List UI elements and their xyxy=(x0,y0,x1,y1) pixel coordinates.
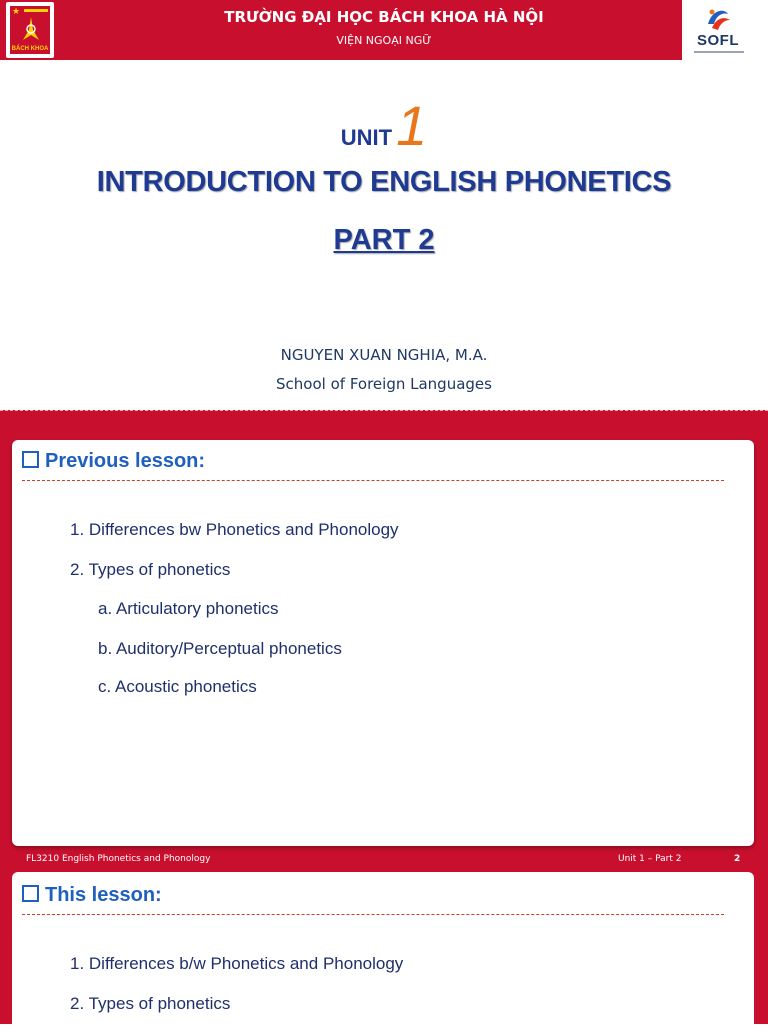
content-card xyxy=(12,440,754,846)
section-header xyxy=(22,450,205,480)
divider xyxy=(22,480,724,481)
checkbox-icon xyxy=(22,885,39,902)
unit-heading xyxy=(0,94,768,158)
header-bar xyxy=(0,0,768,60)
footer-course: FL3210 English Phonetics and Phonology xyxy=(26,854,211,864)
list-item: 1. Differences b/w Phonetics and Phonology xyxy=(70,954,404,973)
this-lesson-slide xyxy=(0,870,768,1024)
previous-lesson-slide xyxy=(0,410,768,870)
list-item: a. Articulatory phonetics xyxy=(98,599,279,618)
list-item: 2. Types of phonetics xyxy=(70,560,231,579)
page-number: 2 xyxy=(734,854,741,864)
list-item: 1. Differences bw Phonetics and Phonology xyxy=(70,520,399,539)
slide-title: INTRODUCTION TO ENGLISH PHONETICS xyxy=(96,166,672,198)
content-card xyxy=(12,872,754,1032)
unit-number: 1 xyxy=(396,94,428,157)
star-icon: ★ xyxy=(12,6,21,16)
list-item: c. Acoustic phonetics xyxy=(98,677,257,696)
school-name: TRƯỜNG ĐẠI HỌC BÁCH KHOA HÀ NỘI xyxy=(224,8,544,26)
sofl-logo xyxy=(682,0,768,60)
section-title: This lesson: xyxy=(45,884,162,906)
author-name: NGUYEN XUAN NGHIA, M.A. xyxy=(280,346,488,364)
slide-footer xyxy=(0,850,768,870)
section-header xyxy=(22,884,162,914)
department-name: School of Foreign Languages xyxy=(276,375,492,393)
swoosh-icon xyxy=(704,4,732,32)
divider xyxy=(22,914,724,915)
logo-label: BÁCH KHOA xyxy=(11,46,49,52)
sofl-text: SOFL xyxy=(697,32,739,49)
part-title: PART 2 xyxy=(333,224,435,256)
checkbox-icon xyxy=(22,451,39,468)
section-title: Previous lesson: xyxy=(45,450,206,472)
list-item: b. Auditory/Perceptual phonetics xyxy=(98,639,342,658)
unit-label: UNIT xyxy=(340,125,393,150)
list-item: 2. Types of phonetics xyxy=(70,994,231,1013)
title-slide xyxy=(0,0,768,410)
footer-unit: Unit 1 – Part 2 xyxy=(618,854,682,864)
institute-name: VIỆN NGOẠI NGỮ xyxy=(336,34,432,47)
